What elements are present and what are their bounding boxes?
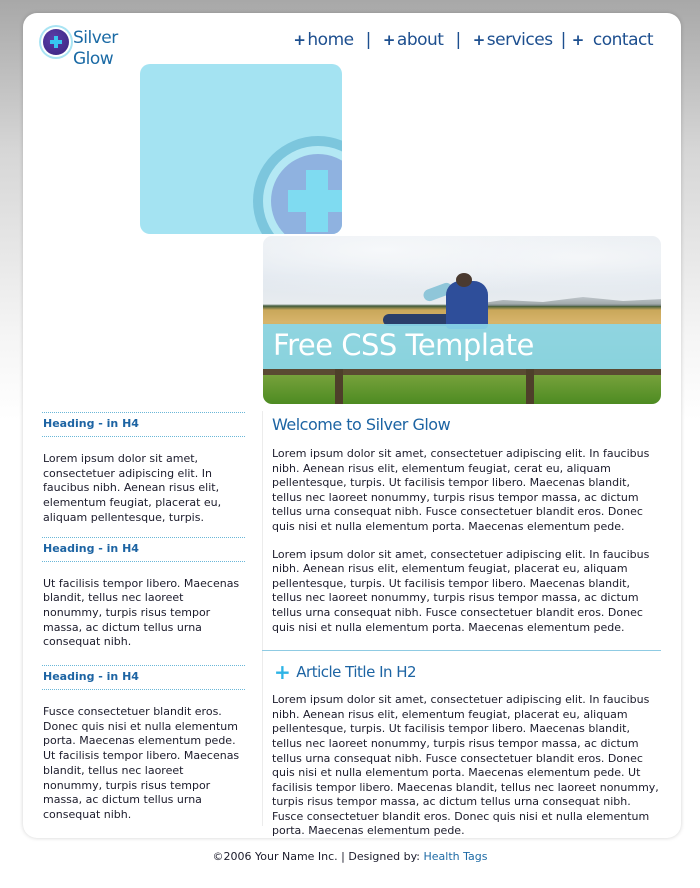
site-name xyxy=(73,28,118,70)
nav-home-label: home xyxy=(307,30,354,50)
main-nav xyxy=(293,30,653,50)
nav-home[interactable] xyxy=(293,30,353,50)
plus-icon: + xyxy=(571,31,584,49)
intro-paragraph: Lorem ipsum dolor sit amet, consectetuer adipiscing elit. In faucibus nibh. Aenean risus elit, elementum feugiat, cerat eu, aliquam pellentesque, turpis. Ut facilisis tempor libero. Maecenas blandit, tellus nec laoreet nonummy, turpis risus tempor massa, ac dictum tellus urna consequat nibh. Fusce consectetuer blandit eros. Donec quis nisi et nulla elementum porta. Maecenas elementum pede. xyxy=(272,447,650,533)
site-name-line2: Glow xyxy=(73,49,114,69)
designer-link[interactable]: Health Tags xyxy=(423,850,488,863)
section-divider xyxy=(262,650,661,651)
hero-fence xyxy=(263,369,661,375)
intro-paragraph: Lorem ipsum dolor sit amet, consectetuer adipiscing elit. In faucibus nibh. Aenean risus elit, elementum feugiat, placerat eu, aliquam pellentesque, turpis. Ut facilisis tempor libero. Maecenas blandit, tellus nec laoreet nonummy, turpis risus tempor massa, ac dictum tellus urna consequat nibh. Fusce consectetuer blandit eros. Donec quis nisi et nulla elementum porta. Maecenas elementum pede. xyxy=(272,547,650,634)
column-divider xyxy=(262,411,263,826)
nav-contact[interactable] xyxy=(572,30,653,50)
plus-icon: + xyxy=(472,31,485,49)
main-content xyxy=(272,413,663,839)
article-title-text: Article Title In H2 xyxy=(296,663,417,682)
sidebar-heading: Heading - in H4 xyxy=(42,537,245,562)
plus-icon: + xyxy=(382,31,395,49)
sidebar-text: Lorem ipsum dolor sit amet, consectetuer adipiscing elit. In faucibus nibh. Aenean risus elit, elementum feugiat, placerat eu, aliquam pellentesque, turpis. xyxy=(43,452,222,524)
page-title: Welcome to Silver Glow xyxy=(272,415,451,434)
nav-about[interactable] xyxy=(383,30,444,50)
nav-contact-label: contact xyxy=(592,30,653,50)
sidebar-text: Ut facilisis tempor libero. Maecenas blandit, tellus nec laoreet nonummy, turpis risus tempor massa, ac dictum tellus urna consequat nibh. xyxy=(43,576,240,649)
hero-person xyxy=(456,273,472,287)
plus-icon: + xyxy=(293,31,306,49)
site-name-line1: Silver xyxy=(73,28,118,48)
plus-icon: + xyxy=(274,660,291,685)
sidebar-heading: Heading - in H4 xyxy=(42,665,245,690)
sidebar-heading: Heading - in H4 xyxy=(42,412,245,437)
hero-image xyxy=(263,236,661,404)
nav-services-label: services xyxy=(486,30,553,50)
article-paragraph: Lorem ipsum dolor sit amet, consectetuer adipiscing elit. In faucibus nibh. Aenean risus elit, elementum feugiat, placerat eu, aliquam pellentesque, turpis. Ut facilisis tempor libero. Maecenas blandit, tellus nec laoreet nonummy, turpis risus tempor massa, ac dictum tellus urna consequat nibh. Fusce consectetuer blandit eros. Donec quis nisi et nulla elementum porta. Maecenas elementum pede. Ut facilisis tempor libero. Maecenas blandit, tellus nec laoreet nonummy, turpis risus tempor massa, ac dictum tellus urna consequat nibh. Fusce consectetuer blandit eros. Donec quis nisi et nulla elementum porta. Maecenas elementum pede. xyxy=(272,693,659,838)
plus-circle-icon xyxy=(43,29,69,55)
large-plus-icon xyxy=(288,190,342,212)
nav-separator: | xyxy=(455,30,461,50)
hero-fence-post xyxy=(335,369,343,404)
sidebar-section xyxy=(42,537,245,651)
nav-separator: | xyxy=(365,30,371,50)
page-container xyxy=(23,13,681,838)
nav-separator: | xyxy=(560,30,566,50)
sidebar-section xyxy=(42,412,245,526)
decorative-header-box xyxy=(140,64,342,234)
footer-copyright: ©2006 Your Name Inc. | Designed by: xyxy=(212,850,424,863)
nav-about-label: about xyxy=(396,30,444,50)
hero-banner-text: Free CSS Template xyxy=(273,328,534,362)
article-title xyxy=(272,661,663,683)
nav-services[interactable] xyxy=(473,30,553,50)
sidebar-text: Fusce consectetuer blandit eros. Donec quis nisi et nulla elementum porta. Maecenas elementum pede. Ut facilisis tempor libero. Maecenas blandit, tellus nec laoreet nonummy, turpis risus tempor massa, ac dictum tellus urna consequat nibh. xyxy=(43,705,240,821)
site-logo[interactable] xyxy=(43,28,118,70)
footer xyxy=(0,850,700,863)
sidebar xyxy=(42,412,245,834)
sidebar-section xyxy=(42,665,245,823)
hero-person xyxy=(446,281,488,329)
hero-fence-post xyxy=(526,369,534,404)
